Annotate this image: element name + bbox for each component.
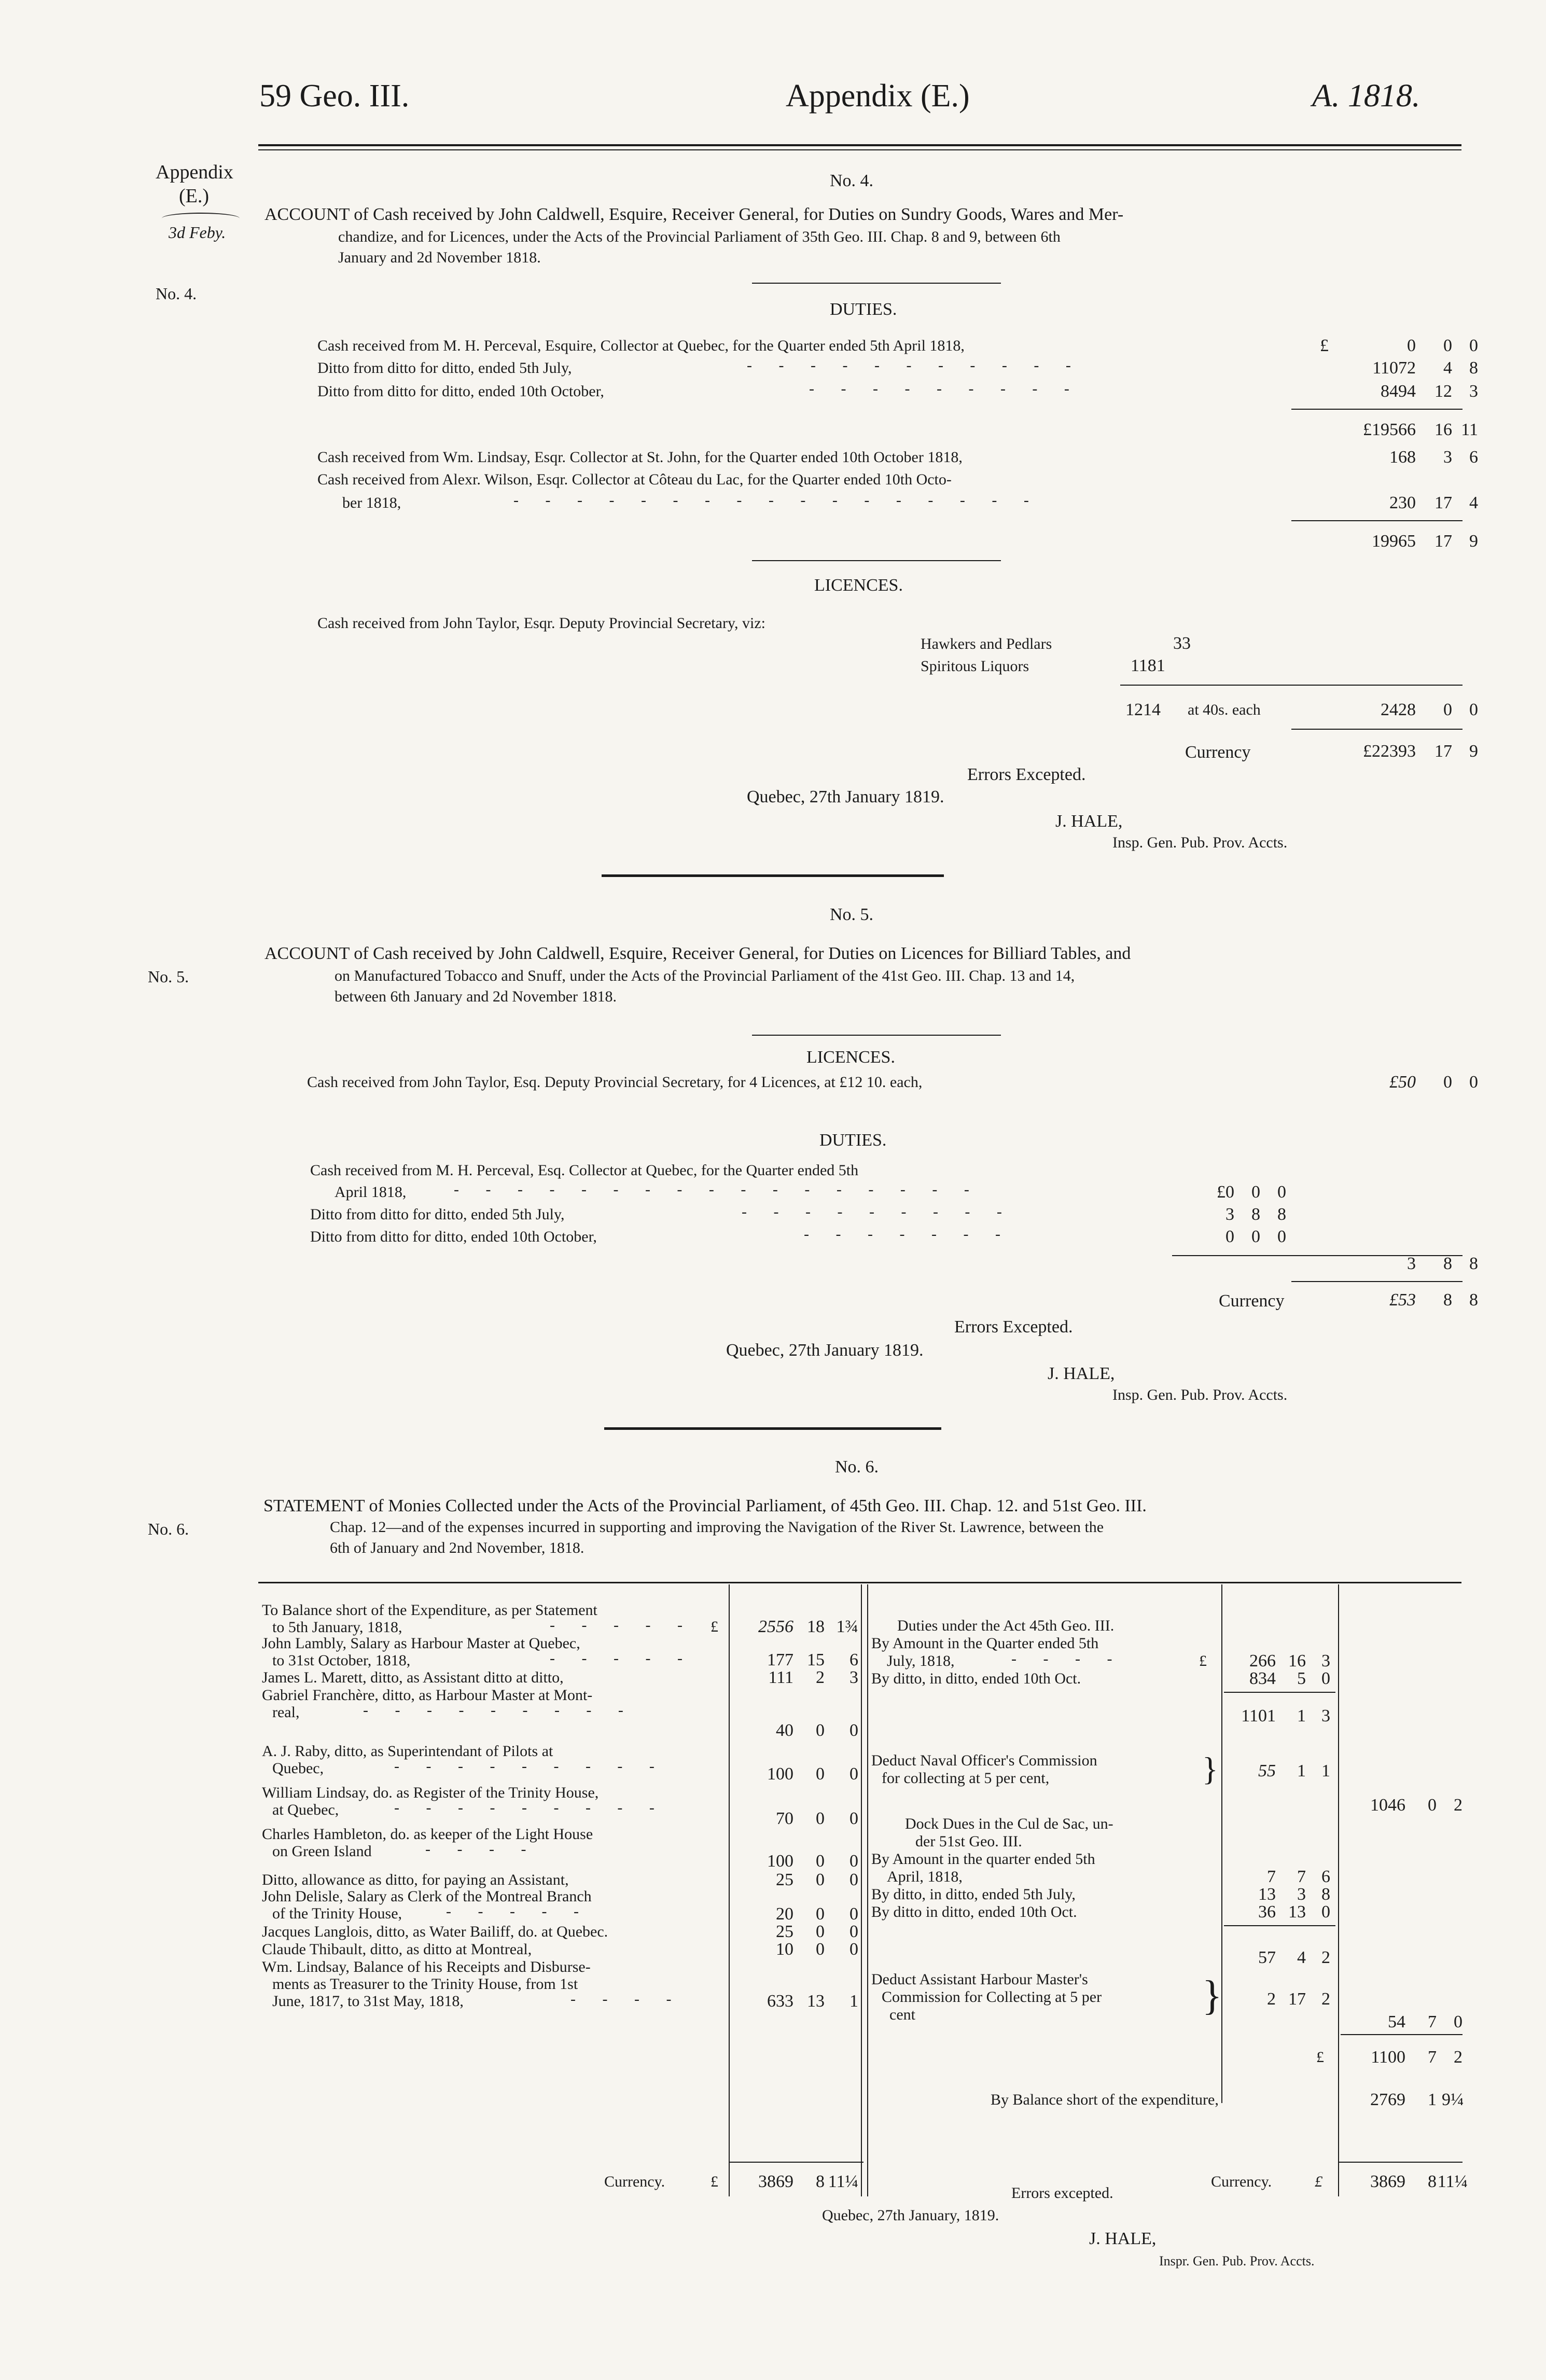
s4-row3-shillings: 12	[1434, 382, 1452, 401]
s5-divider	[752, 1035, 1001, 1036]
s4-subtotal-shillings: 16	[1434, 420, 1452, 439]
s6-col-rule-5	[1338, 1584, 1339, 2196]
s6-right-ditto2-pence: 8	[1321, 1885, 1330, 1904]
s6-right-amount2-shillings: 7	[1297, 1867, 1306, 1886]
s6-right-total-currency: £	[1316, 2049, 1324, 2066]
s6-right-ditto3: By ditto in ditto, ended 10th Oct.	[871, 1903, 1077, 1920]
s6-left-currency-symbol: £	[711, 2173, 718, 2190]
s4-currency-rule	[1291, 729, 1463, 730]
s4-licences-heading: LICENCES.	[814, 576, 903, 595]
header-rule	[258, 144, 1461, 146]
s4-end-rule	[602, 874, 944, 877]
s6-left-11: Claude Thibault, ditto, as ditto at Montreal,	[262, 1941, 532, 1958]
s6-left-7-pence: 0	[849, 1852, 858, 1871]
s6-left-2-pence: 6	[849, 1650, 858, 1669]
s6-right-net2-pounds: 54	[1388, 2012, 1405, 2031]
s6-right-amount1-line2: July, 1818,	[887, 1652, 955, 1669]
s6-right-amount2-line1: By Amount in the quarter ended 5th	[871, 1850, 1095, 1868]
s4-coteau-pence: 4	[1469, 493, 1478, 512]
s5-licences-shillings: 0	[1443, 1073, 1452, 1092]
s4-row1-shillings: 0	[1443, 336, 1452, 355]
s5-licences-pounds: £50	[1389, 1073, 1416, 1092]
s5-d2-text: Ditto from ditto for ditto, ended 5th July,	[310, 1206, 565, 1223]
s6-left-5-leaders: - - - - - - - - -	[394, 1758, 666, 1775]
s4-spirits-count: 1181	[1131, 656, 1165, 675]
s6-right-ditto2: By ditto, in ditto, ended 5th July,	[871, 1886, 1076, 1903]
s6-right-currency-label: Currency.	[1211, 2173, 1272, 2190]
s6-right-total-rule	[1341, 2034, 1463, 2035]
header-left: 59 Geo. III.	[259, 78, 410, 114]
s4-currency-pence: 9	[1469, 742, 1478, 761]
s4-row2-text: Ditto from ditto for ditto, ended 5th July,	[317, 359, 572, 377]
s6-left-5: A. J. Raby, ditto, as Superintendant of Pilots at Quebec,	[262, 1743, 553, 1777]
s4-account-line3: January and 2d November 1818.	[338, 249, 541, 266]
s6-left-9: John Delisle, Salary as Clerk of the Montreal Branch of the Trinity House,	[262, 1888, 592, 1922]
s6-left-8-pounds: 25	[776, 1870, 793, 1889]
s6-right-sum1-shillings: 1	[1297, 1706, 1306, 1725]
s6-right-sum1-rule	[1224, 1692, 1335, 1693]
s5-d2-leaders: - - - - - - - - -	[742, 1203, 1013, 1220]
s6-right-grand-shillings: 8	[1428, 2172, 1437, 2191]
s6-right-balance-text: By Balance short of the expenditure,	[991, 2091, 1219, 2108]
s4-place-date: Quebec, 27th January 1819.	[747, 787, 944, 806]
s6-right-amount1-pence: 3	[1321, 1651, 1330, 1671]
s6-left-total-pence: 11¼	[828, 2172, 858, 2191]
s4-licences-rate: at 40s. each	[1188, 701, 1261, 718]
s6-right-net2-pence: 0	[1454, 2012, 1463, 2031]
s4-total-rule	[1291, 520, 1463, 521]
s6-left-4-leaders: - - - - - - - - -	[363, 1702, 635, 1719]
s6-left-total-rule	[729, 2162, 863, 2163]
s5-currency-pounds: £53	[1389, 1290, 1416, 1310]
s4-coteau-shillings: 17	[1434, 493, 1452, 512]
s4-currency-label: Currency	[1185, 743, 1251, 762]
s6-errors-excepted: Errors excepted.	[1011, 2184, 1113, 2202]
s4-divider2	[752, 560, 1001, 561]
s5-end-rule	[604, 1427, 941, 1430]
s5-d1-shillings: 0	[1251, 1182, 1260, 1202]
s5-d2-pence: 8	[1277, 1205, 1286, 1224]
s6-right-amount2-line2: April, 1818,	[887, 1868, 963, 1885]
s4-total-pence: 9	[1469, 532, 1478, 551]
s5-duties-heading: DUTIES.	[819, 1131, 887, 1150]
s5-d2-pounds: 3	[1225, 1205, 1234, 1224]
s4-row3-pounds: 8494	[1381, 382, 1416, 401]
s6-left-3-shillings: 2	[816, 1668, 825, 1687]
s6-left-1-currency: £	[711, 1618, 718, 1635]
s6-right-amount2-pounds: 7	[1267, 1867, 1276, 1886]
s6-left-1: To Balance short of the Expenditure, as per Statement to 5th January, 1818,	[262, 1602, 597, 1636]
s6-right-currency-symbol: £	[1315, 2173, 1322, 2190]
s6-right-asst-pounds: 2	[1267, 1989, 1276, 2009]
s6-left-4-pence: 0	[849, 1721, 858, 1740]
s6-left-11-pounds: 10	[776, 1940, 793, 1959]
s4-licences-total: 1214	[1125, 700, 1161, 719]
s4-row2-pence: 8	[1469, 358, 1478, 378]
s4-currency-shillings: 17	[1434, 742, 1452, 761]
s6-left-total-shillings: 8	[816, 2172, 825, 2191]
margin-date: 3d Feby.	[169, 223, 226, 242]
s6-table-top-rule	[258, 1582, 1461, 1583]
s6-col-rule-1	[729, 1584, 730, 2196]
s6-statement-line1: STATEMENT of Monies Collected under the Acts of the Provincial Parliament, of 45th Geo. III. Chap. 12. and 51st Geo. III.	[263, 1496, 1147, 1515]
s4-coteau-line1: Cash received from Alexr. Wilson, Esqr. Collector at Côteau du Lac, for the Quarter ended 10th Octo-	[317, 471, 952, 488]
s6-left-12-shillings: 13	[807, 1992, 825, 2011]
s4-stjohn-shillings: 3	[1443, 448, 1452, 467]
s4-spirits-label: Spiritous Liquors	[921, 658, 1029, 675]
s6-left-5-pounds: 100	[767, 1764, 793, 1784]
s6-right-amount1-line1: By Amount in the Quarter ended 5th	[871, 1635, 1099, 1652]
s6-right-asst-line1: Deduct Assistant Harbour Master's	[871, 1971, 1088, 1988]
s6-right-asst-shillings: 17	[1288, 1989, 1306, 2009]
s5-duties-total-pounds: 3	[1407, 1254, 1416, 1273]
s6-left-9-shillings: 0	[816, 1904, 825, 1924]
s6-left-2: John Lambly, Salary as Harbour Master at Quebec, to 31st October, 1818,	[262, 1635, 580, 1669]
s6-left-3-pounds: 111	[768, 1668, 793, 1687]
s6-left-4-pounds: 40	[776, 1721, 793, 1740]
s4-row2-pounds: 11072	[1372, 358, 1416, 378]
s6-right-amount1-currency: £	[1199, 1652, 1207, 1669]
s4-licences-pounds: 2428	[1381, 700, 1416, 719]
s5-duties-rule	[1172, 1255, 1463, 1256]
s4-coteau-line2: ber 1818,	[342, 494, 401, 511]
s6-right-naval-line1: Deduct Naval Officer's Commission	[871, 1752, 1097, 1769]
header-right: A. 1818.	[1312, 78, 1420, 114]
s5-errors-excepted: Errors Excepted.	[954, 1317, 1073, 1337]
s6-right-amount1-shillings: 16	[1288, 1651, 1306, 1671]
s6-right-net1-pence: 2	[1454, 1796, 1463, 1815]
s6-right-total-pence: 2	[1454, 2048, 1463, 2067]
s6-left-12-leaders: - - - -	[570, 1991, 683, 2008]
s6-left-7-shillings: 0	[816, 1852, 825, 1871]
s6-right-asst-brace: }	[1202, 1973, 1222, 2019]
s4-coteau-leaders: - - - - - - - - - - - - - - - - -	[513, 492, 1040, 509]
s6-left-5-pence: 0	[849, 1764, 858, 1784]
s6-right-net1-pounds: 1046	[1370, 1796, 1405, 1815]
s6-number: No. 6.	[835, 1457, 879, 1477]
s6-right-naval-pence: 1	[1321, 1761, 1330, 1780]
s5-account-line1: ACCOUNT of Cash received by John Caldwell, Esquire, Receiver General, for Duties on Licences for Billiard Tables, and	[264, 944, 1131, 963]
s4-row2-shillings: 4	[1443, 358, 1452, 378]
s6-right-duties-head: Duties under the Act 45th Geo. III.	[897, 1617, 1115, 1634]
s6-right-net2-shillings: 7	[1428, 2012, 1437, 2031]
margin-no5: No. 5.	[148, 967, 189, 986]
s4-licences-text: Cash received from John Taylor, Esqr. Deputy Provincial Secretary, viz:	[317, 615, 765, 632]
s5-d3-shillings: 0	[1251, 1227, 1260, 1246]
s4-stjohn-pence: 6	[1469, 448, 1478, 467]
s6-left-11-pence: 0	[849, 1940, 858, 1959]
s6-left-9-pence: 0	[849, 1904, 858, 1924]
s5-place-date: Quebec, 27th January 1819.	[726, 1341, 924, 1360]
s6-right-asst-pence: 2	[1321, 1989, 1330, 2009]
s4-account-line2: chandize, and for Licences, under the Acts of the Provincial Parliament of 35th Geo. III. Chap. 8 and 9, between 6th	[338, 228, 1061, 245]
s4-total-pounds: 19965	[1372, 532, 1416, 551]
s4-total-shillings: 17	[1434, 532, 1452, 551]
s6-signature: J. HALE,	[1089, 2229, 1157, 2248]
s6-left-6-shillings: 0	[816, 1809, 825, 1828]
s4-licences-shillings: 0	[1443, 700, 1452, 719]
s6-left-6-leaders: - - - - - - - - -	[394, 1799, 666, 1816]
s6-right-asst-line3: cent	[889, 2006, 915, 2023]
s5-d1-line2: April 1818,	[335, 1184, 407, 1201]
s5-d3-leaders: - - - - - - -	[804, 1226, 1012, 1243]
s6-left-6-pounds: 70	[776, 1809, 793, 1828]
s4-signature: J. HALE,	[1055, 812, 1123, 831]
s5-d1-line1: Cash received from M. H. Perceval, Esq. Collector at Quebec, for the Quarter ended 5th	[310, 1162, 859, 1179]
s6-left-4: Gabriel Franchère, ditto, as Harbour Master at Mont- real,	[262, 1687, 593, 1721]
s6-right-ditto1: By ditto, in ditto, ended 10th Oct.	[871, 1670, 1081, 1687]
s5-licences-pence: 0	[1469, 1073, 1478, 1092]
s4-subtotal-pounds: £19566	[1363, 420, 1416, 439]
s6-left-12-pence: 1	[849, 1992, 858, 2011]
s6-right-grand-rule	[1338, 2162, 1463, 2163]
s6-right-sum1-pounds: 1101	[1241, 1706, 1276, 1725]
s6-left-8: Ditto, allowance as ditto, for paying an Assistant,	[262, 1871, 569, 1888]
s4-row1-text: Cash received from M. H. Perceval, Esquire, Collector at Quebec, for the Quarter ended 5th April 1818,	[317, 337, 965, 354]
s6-right-total-pounds: 1100	[1371, 2048, 1405, 2067]
s6-left-3: James L. Marett, ditto, as Assistant ditto at ditto,	[262, 1669, 564, 1686]
s5-currency-label: Currency	[1219, 1291, 1285, 1311]
s4-row3-leaders: - - - - - - - - -	[809, 380, 1081, 397]
s6-left-2-shillings: 15	[807, 1650, 825, 1669]
margin-appendix-e: (E.)	[179, 185, 210, 207]
s6-right-ditto3-pence: 0	[1321, 1902, 1330, 1922]
s6-statement-line2: Chap. 12—and of the expenses incurred in supporting and improving the Navigation of the River St. Lawrence, between the	[330, 1519, 1104, 1536]
s6-right-balance-pence: 9¼	[1442, 2090, 1464, 2109]
s4-divider	[752, 283, 1001, 284]
s6-left-2-pounds: 177	[767, 1650, 793, 1669]
s6-right-sum1-pence: 3	[1321, 1706, 1330, 1725]
s6-left-9-leaders: - - - - -	[446, 1903, 590, 1920]
s6-right-balance-pounds: 2769	[1370, 2090, 1405, 2109]
s5-d3-pounds: 0	[1225, 1227, 1234, 1246]
s6-right-sum2-rule	[1224, 1925, 1335, 1926]
s6-right-net1-shillings: 0	[1428, 1796, 1437, 1815]
s6-left-7: Charles Hambleton, do. as keeper of the Light House on Green Island	[262, 1826, 593, 1860]
s6-right-ditto1-pence: 0	[1321, 1669, 1330, 1688]
s6-left-10-pence: 0	[849, 1922, 858, 1941]
s6-right-balance-shillings: 1	[1428, 2090, 1437, 2109]
s4-row3-pence: 3	[1469, 382, 1478, 401]
s4-stjohn-text: Cash received from Wm. Lindsay, Esqr. Collector at St. John, for the Quarter ended 10th October 1818,	[317, 449, 963, 466]
s6-left-10: Jacques Langlois, ditto, as Water Bailiff, do. at Quebec.	[262, 1923, 608, 1940]
s6-right-amount1-pounds: 266	[1249, 1651, 1276, 1671]
s6-left-11-shillings: 0	[816, 1940, 825, 1959]
s4-licences-pence: 0	[1469, 700, 1478, 719]
s4-row2-leaders: - - - - - - - - - - -	[747, 357, 1082, 374]
s4-hawkers-label: Hawkers and Pedlars	[921, 635, 1052, 652]
s6-left-7-pounds: 100	[767, 1852, 793, 1871]
s6-right-naval-line2: for collecting at 5 per cent,	[882, 1770, 1050, 1787]
s5-currency-shillings: 8	[1443, 1290, 1452, 1310]
margin-appendix: Appendix	[156, 161, 233, 183]
s6-left-1-leaders: - - - - -	[550, 1617, 694, 1634]
s6-left-3-pence: 3	[849, 1668, 858, 1687]
s6-left-12: Wm. Lindsay, Balance of his Receipts and Disburse- ments as Treasurer to the Trinity House, from 1st June, 1817, to 31st May, 1818,	[262, 1958, 591, 2010]
s4-coteau-pounds: 230	[1389, 493, 1416, 512]
s6-right-ditto1-pounds: 834	[1249, 1669, 1276, 1688]
s4-duties-heading: DUTIES.	[830, 300, 897, 319]
s6-right-total-shillings: 7	[1428, 2048, 1437, 2067]
s6-left-8-shillings: 0	[816, 1870, 825, 1889]
s6-statement-line3: 6th of January and 2nd November, 1818.	[330, 1539, 584, 1556]
s6-left-1-pounds: 2556	[758, 1617, 793, 1636]
s6-right-sum2-pence: 2	[1321, 1948, 1330, 1967]
s6-right-ditto3-pounds: 36	[1258, 1902, 1276, 1922]
s6-left-9-pounds: 20	[776, 1904, 793, 1924]
s5-d1-pounds: £0	[1217, 1182, 1234, 1202]
s6-signature-title: Inspr. Gen. Pub. Prov. Accts.	[1159, 2253, 1315, 2268]
s5-d3-text: Ditto from ditto for ditto, ended 10th October,	[310, 1228, 597, 1245]
s6-right-naval-pounds: 55	[1258, 1761, 1276, 1780]
s4-stjohn-pounds: 168	[1389, 448, 1416, 467]
s4-row1-pounds: 0	[1407, 336, 1416, 355]
s6-col-rule-3	[867, 1584, 868, 2196]
s5-signature: J. HALE,	[1048, 1364, 1115, 1383]
s6-right-dock-line2: der 51st Geo. III.	[915, 1833, 1022, 1850]
s6-left-currency-label: Currency.	[604, 2173, 665, 2190]
s6-right-ditto2-pounds: 13	[1258, 1885, 1276, 1904]
s6-left-10-shillings: 0	[816, 1922, 825, 1941]
s4-licences-rule	[1120, 685, 1463, 686]
s6-right-sum2-pounds: 57	[1258, 1948, 1276, 1967]
s4-subtotal-rule	[1291, 409, 1463, 410]
s4-row1-currency: £	[1320, 336, 1329, 355]
s6-right-amount1-leaders: - - - -	[1011, 1650, 1124, 1667]
s6-right-amount2-pence: 6	[1321, 1867, 1330, 1886]
s5-d2-shillings: 8	[1251, 1205, 1260, 1224]
s4-account-line1: ACCOUNT of Cash received by John Caldwell, Esquire, Receiver General, for Duties on Sundry Goods, Wares and Mer-	[264, 205, 1124, 224]
s4-signature-title: Insp. Gen. Pub. Prov. Accts.	[1112, 834, 1288, 851]
margin-brace	[162, 213, 240, 224]
s5-account-line3: between 6th January and 2d November 1818.	[335, 988, 617, 1005]
s6-right-asst-line2: Commission for Collecting at 5 per	[882, 1988, 1102, 2006]
s6-left-6-pence: 0	[849, 1809, 858, 1828]
s4-row1-pence: 0	[1469, 336, 1478, 355]
s6-left-10-pounds: 25	[776, 1922, 793, 1941]
s6-col-rule-2	[861, 1584, 862, 2196]
s5-number: No. 5.	[830, 905, 874, 924]
s5-d1-pence: 0	[1277, 1182, 1286, 1202]
s6-right-ditto2-shillings: 3	[1297, 1885, 1306, 1904]
s6-right-sum2-shillings: 4	[1297, 1948, 1306, 1967]
s6-left-2-leaders: - - - - -	[550, 1650, 694, 1667]
s4-currency-pounds: £22393	[1363, 742, 1416, 761]
s6-col-rule-4	[1221, 1584, 1222, 2103]
s6-left-1-shillings: 18	[807, 1617, 825, 1636]
s6-left-1-pence: 1¾	[836, 1617, 858, 1636]
s5-currency-pence: 8	[1469, 1290, 1478, 1310]
s5-d1-leaders: - - - - - - - - - - - - - - - - -	[454, 1181, 981, 1198]
header-rule-thin	[258, 149, 1461, 150]
s5-duties-total-shillings: 8	[1443, 1254, 1452, 1273]
s4-row3-text: Ditto from ditto for ditto, ended 10th October,	[317, 383, 604, 400]
s6-place-date: Quebec, 27th January, 1819.	[822, 2207, 999, 2224]
s6-left-6: William Lindsay, do. as Register of the Trinity House, at Quebec,	[262, 1784, 599, 1818]
s6-right-ditto3-shillings: 13	[1288, 1902, 1306, 1922]
s5-currency-rule	[1291, 1281, 1463, 1282]
s5-d3-pence: 0	[1277, 1227, 1286, 1246]
s4-subtotal-pence: 11	[1461, 420, 1478, 439]
margin-no6: No. 6.	[148, 1520, 189, 1538]
s6-right-grand-pence: 11¼	[1437, 2172, 1468, 2191]
s4-number: No. 4.	[830, 171, 874, 190]
s6-left-5-shillings: 0	[816, 1764, 825, 1784]
s6-left-8-pence: 0	[849, 1870, 858, 1889]
s4-hawkers-count: 33	[1173, 634, 1191, 653]
s5-licences-heading: LICENCES.	[806, 1048, 895, 1067]
s4-errors-excepted: Errors Excepted.	[967, 765, 1086, 784]
s6-right-naval-brace: }	[1202, 1750, 1218, 1787]
s6-left-total-pounds: 3869	[758, 2172, 793, 2191]
s6-left-12-pounds: 633	[767, 1992, 793, 2011]
s6-right-grand-pounds: 3869	[1370, 2172, 1405, 2191]
s6-right-dock-line1: Dock Dues in the Cul de Sac, un-	[905, 1815, 1113, 1832]
s5-signature-title: Insp. Gen. Pub. Prov. Accts.	[1112, 1386, 1288, 1403]
margin-no4: No. 4.	[156, 284, 197, 303]
s5-account-line2: on Manufactured Tobacco and Snuff, under the Acts of the Provincial Parliament of the 41st Geo. III. Chap. 13 and 14,	[335, 967, 1075, 984]
s6-left-7-leaders: - - - -	[425, 1841, 538, 1858]
s6-right-naval-shillings: 1	[1297, 1761, 1306, 1780]
header-center: Appendix (E.)	[786, 78, 970, 114]
s6-right-ditto1-shillings: 5	[1297, 1669, 1306, 1688]
s5-duties-total-pence: 8	[1469, 1254, 1478, 1273]
s6-left-4-shillings: 0	[816, 1721, 825, 1740]
s5-licences-text: Cash received from John Taylor, Esq. Deputy Provincial Secretary, for 4 Licences, at £12 10. each,	[307, 1074, 923, 1091]
